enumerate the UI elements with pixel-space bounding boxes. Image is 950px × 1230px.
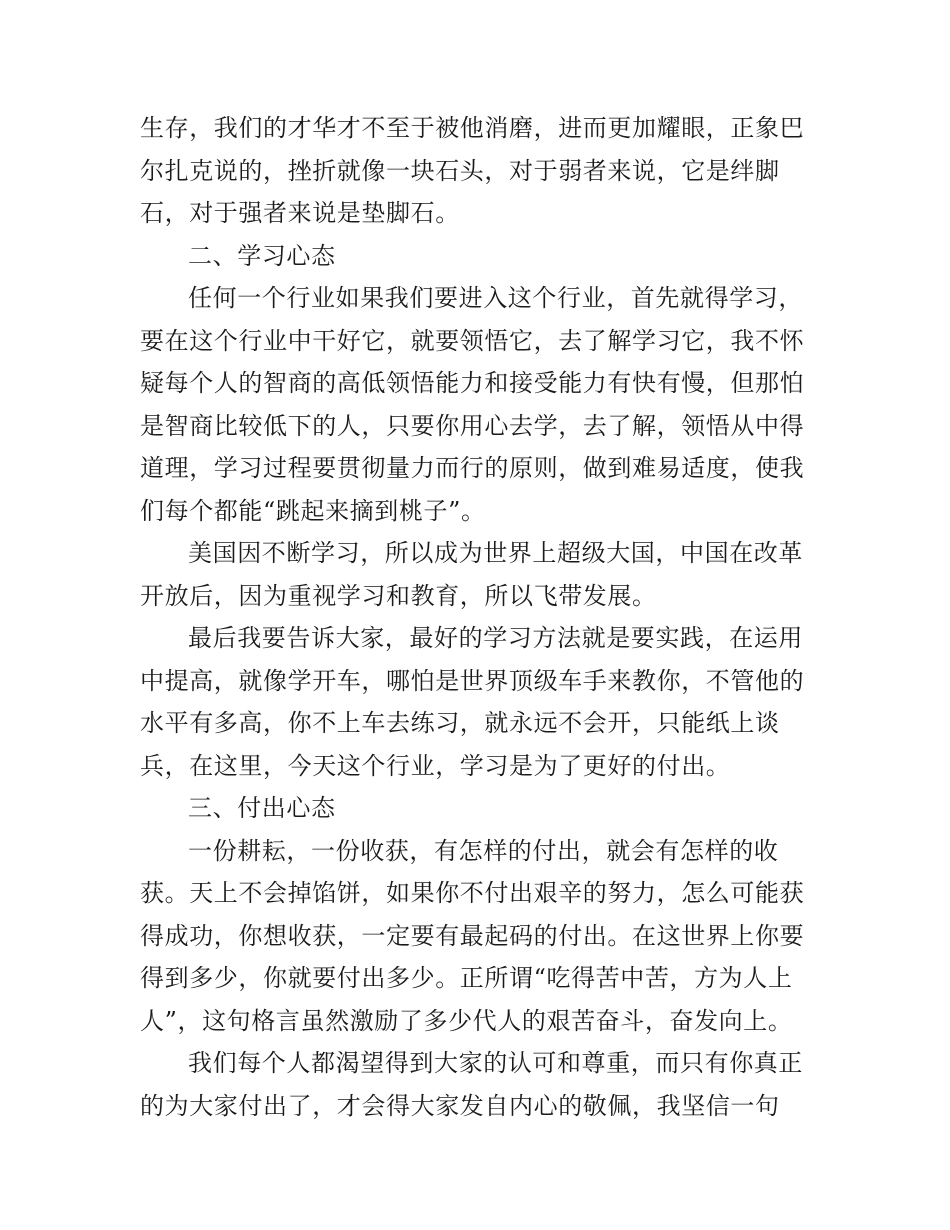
text-line: 一份耕耘，一份收获，有怎样的付出，就会有怎样的收 [188,836,779,865]
text-line: 得到多少，你就要付出多少。正所谓“吃得苦中苦，方为人上 [140,964,793,992]
document-body [140,107,830,1127]
text-line: 开放后，因为重视学习和教育，所以飞带发展。 [140,581,657,610]
text-line: 兵，在这里，今天这个行业，学习是为了更好的付出。 [140,751,731,780]
text-line: 水平有多高，你不上车去练习，就永远不会开，只能纸上谈 [140,709,780,737]
text-line: 美国因不断学习，所以成为世界上超级大国，中国在改革 [188,539,803,567]
text-line: 石，对于强者来说是垫脚石。 [140,199,460,227]
text-line: 获。天上不会掉馅饼，如果你不付出艰辛的努力，怎么可能获 [140,879,805,907]
text-line: 任何一个行业如果我们要进入这个行业，首先就得学习， [188,284,803,312]
text-line: 是智商比较低下的人，只要你用心去学，去了解，领悟从中得 [140,411,805,440]
section-heading: 二、学习心态 [188,241,336,270]
text-line: 们每个都能“跳起来摘到桃子”。 [140,496,486,525]
text-line: 人”，这句格言虽然激励了多少代人的艰苦奋斗，奋发向上。 [140,1006,793,1035]
text-line: 我们每个人都渴望得到大家的认可和尊重，而只有你真正 [188,1049,803,1077]
text-line: 的为大家付出了，才会得大家发自内心的敬佩，我坚信一句 [140,1091,780,1120]
text-line: 得成功，你想收获，一定要有最起码的付出。在这世界上你要 [140,921,805,950]
text-line: 生存，我们的才华才不至于被他消磨，进而更加耀眼，正象巴 [140,114,805,142]
text-line: 要在这个行业中干好它，就要领悟它，去了解学习它，我不怀 [140,326,805,355]
text-line: 疑每个人的智商的高低领悟能力和接受能力有快有慢，但那怕 [140,369,805,397]
text-line: 尔扎克说的，挫折就像一块石头，对于弱者来说，它是绊脚 [140,156,780,185]
text-line: 中提高，就像学开车，哪怕是世界顶级车手来教你，不管他的 [140,666,805,695]
text-line: 最后我要告诉大家，最好的学习方法就是要实践，在运用 [188,624,803,652]
text-line: 道理，学习过程要贯彻量力而行的原则，做到难易适度，使我 [140,454,805,482]
section-heading: 三、付出心态 [188,794,336,822]
